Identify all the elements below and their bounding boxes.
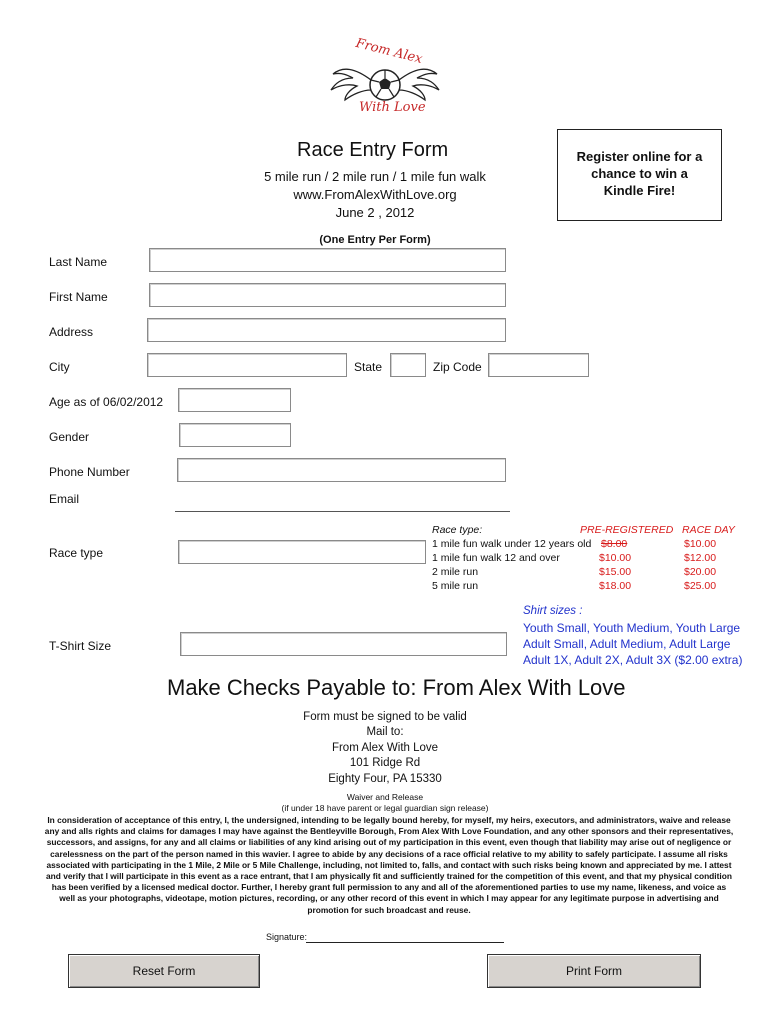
entry-note: (One Entry Per Form) (319, 234, 431, 246)
shirt-sizes-line-3: Adult 1X, Adult 2X, Adult 3X ($2.00 extra) (523, 653, 743, 667)
race-row-name: 1 mile fun walk under 12 years old (432, 538, 592, 550)
mail-line-3: From Alex With Love (331, 742, 439, 754)
last-name-label: Last Name (49, 255, 108, 269)
logo-top-text: From Alex (354, 35, 424, 68)
zip-input[interactable] (488, 353, 589, 377)
gender-label: Gender (49, 430, 90, 444)
race-type-input[interactable] (178, 540, 426, 564)
shirt-sizes-heading: Shirt sizes : (523, 605, 583, 617)
header-line-1: 5 mile run / 2 mile run / 1 mile fun walk (264, 169, 486, 184)
mail-line-2: Mail to: (366, 726, 404, 738)
city-label: City (49, 360, 70, 374)
gender-input[interactable] (179, 423, 291, 447)
race-table-heading: Race type: (432, 524, 483, 536)
mail-line-5: Eighty Four, PA 15330 (328, 773, 442, 785)
phone-input[interactable] (177, 458, 506, 482)
logo-bottom-text: With Love (359, 100, 426, 115)
race-row-day: $20.00 (684, 566, 717, 578)
first-name-input[interactable] (149, 283, 506, 307)
payable-heading: Make Checks Payable to: From Alex With Love (167, 675, 626, 700)
tshirt-input[interactable] (180, 632, 507, 656)
reset-form-button[interactable]: Reset Form (68, 954, 260, 988)
race-row-name: 1 mile fun walk 12 and over (432, 552, 560, 564)
address-label: Address (49, 325, 94, 339)
first-name-label: First Name (49, 290, 108, 304)
state-label: State (354, 360, 383, 374)
shirt-sizes-line-1: Youth Small, Youth Medium, Youth Large (523, 621, 741, 635)
waiver-subtitle: (if under 18 have parent or legal guardian sign release) (281, 803, 489, 813)
waiver-title: Waiver and Release (346, 792, 424, 802)
promo-line-1: Register online for a (576, 149, 703, 164)
promo-line-2: chance to win a (591, 166, 688, 181)
signature-label: Signature: (266, 932, 308, 942)
waiver-text: In consideration of acceptance of this entry, I, the undersigned, intending to be legally bound hereby, for myself, my heirs, executors, and administrators, waive and release any and alls rights and claims for damages I may have against the Bentleyville Borough, From Alex With Love Foundation, and any other sponsors and their representatives, successors, and assigns, for any and all claims or liabilities of any kind arising out of my participation in this event, even though that liability may arise out of negligence or carelessness on the part of the person named in this wavier. I agree to abide by any decisions of a race official relative to my ability to safely participate. I assume all risks associated with participating in the 1 Mile, 2 Mile or 5 Mile Challenge, including, not limited to, falls, and contact with such risks being known and appreciated by me. I attest and verify that I will participate in this event as a race entrant, that I am physically fit and sufficiently trained for the competition of this event, and that my physical condition has been verified by a licensed medical doctor. Further, I hereby grant full permission to any and all of the aforementioned parties to use my name, likeness, and voice as well as your photographs, videotape, motion pictures, recording, or any other record of this event in which I may appear for any legitimate purpose in advertising and promotion for such broadcast and reuse. (44, 815, 734, 915)
print-form-button[interactable]: Print Form (487, 954, 701, 988)
race-row-day: $10.00 (684, 538, 717, 550)
race-row-pre: $15.00 (599, 566, 632, 578)
email-label: Email (49, 492, 80, 506)
header-line-3: June 2 , 2012 (335, 205, 415, 220)
age-input[interactable] (178, 388, 291, 412)
race-row-name: 2 mile run (432, 566, 479, 578)
tshirt-label: T-Shirt Size (49, 639, 112, 653)
email-line[interactable] (175, 511, 510, 512)
race-row-day: $12.00 (684, 552, 717, 564)
promo-box (557, 129, 722, 221)
race-row-pre: $8.00 (601, 538, 628, 550)
shirt-sizes-line-2: Adult Small, Adult Medium, Adult Large (523, 637, 731, 651)
page-title: Race Entry Form (297, 139, 449, 161)
age-label: Age as of 06/02/2012 (49, 395, 164, 409)
zip-label: Zip Code (433, 360, 482, 374)
race-row-pre: $10.00 (599, 552, 632, 564)
phone-label: Phone Number (49, 465, 130, 479)
race-row-day: $25.00 (684, 580, 717, 592)
race-type-label: Race type (49, 546, 104, 560)
mail-line-1: Form must be signed to be valid (303, 711, 467, 723)
race-row-pre: $18.00 (599, 580, 632, 592)
header-line-2: www.FromAlexWithLove.org (293, 187, 457, 202)
address-input[interactable] (147, 318, 506, 342)
race-day-heading: RACE DAY (682, 524, 735, 536)
promo-line-3: Kindle Fire! (603, 183, 676, 198)
signature-line[interactable] (306, 942, 504, 943)
last-name-input[interactable] (149, 248, 506, 272)
pre-registered-heading: PRE-REGISTERED (580, 524, 674, 536)
mail-line-4: 101 Ridge Rd (349, 757, 421, 769)
race-row-name: 5 mile run (432, 580, 479, 592)
city-input[interactable] (147, 353, 347, 377)
logo (325, 35, 445, 120)
state-input[interactable] (390, 353, 426, 377)
